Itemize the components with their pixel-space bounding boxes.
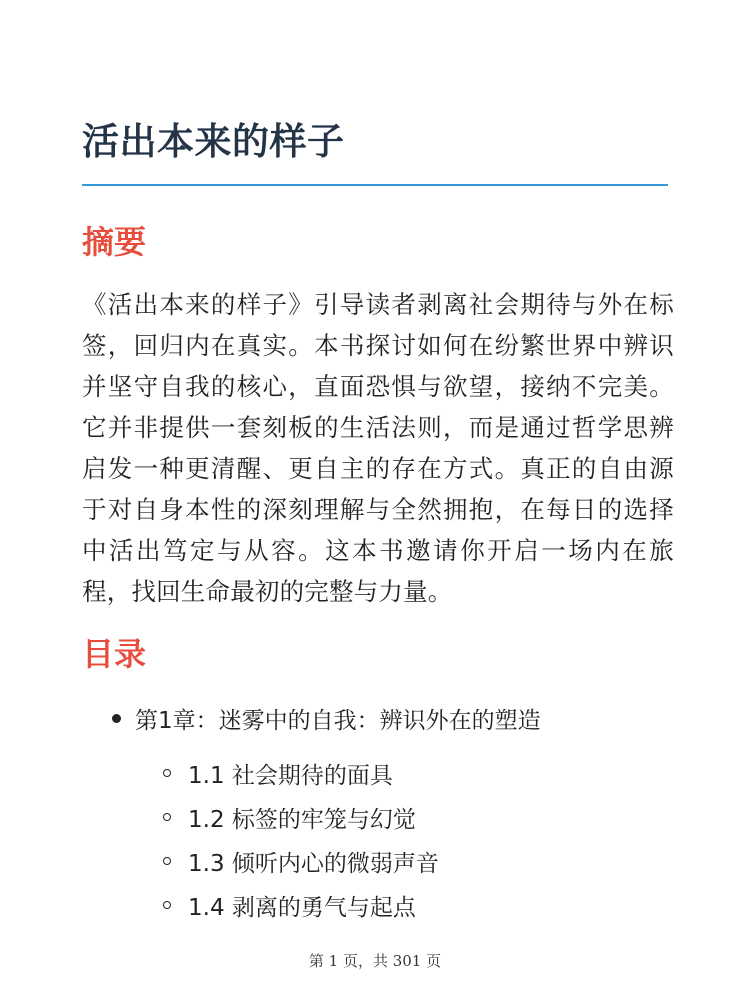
abstract-heading: 摘要: [82, 223, 147, 261]
bullet-circle-icon: [163, 769, 171, 777]
toc-chapter-1[interactable]: [112, 700, 541, 736]
toc-section-1-4[interactable]: [163, 888, 416, 922]
page-footer: 第 1 页，共 301 页: [308, 952, 442, 970]
bullet-circle-icon: [163, 813, 171, 821]
bullet-circle-icon: [163, 901, 171, 909]
toc-section-label: 1.1 社会期待的面具: [188, 762, 393, 789]
toc-heading: 目录: [82, 635, 147, 673]
title-divider: [82, 184, 668, 186]
toc-section-label: 1.2 标签的牢笼与幻觉: [188, 806, 416, 833]
toc-section-label: 1.3 倾听内心的微弱声音: [188, 850, 439, 877]
toc-section-1-1[interactable]: [163, 756, 393, 790]
toc-section-label: 1.4 剥离的勇气与起点: [188, 894, 416, 921]
bullet-circle-icon: [163, 857, 171, 865]
toc-section-1-2[interactable]: [163, 800, 416, 834]
toc-chapter-label: 第1章：迷雾中的自我：辨识外在的塑造: [135, 707, 541, 734]
abstract-paragraph: 《活出本来的样子》引导读者剥离社会期待与外在标签，回归内在真实。本书探讨如何在纷繁世界中辨识并坚守自我的核心，直面恐惧与欲望，接纳不完美。它并非提供一套刻板的生活法则，而是通过哲学思辨启发一种更清醒、更自主的存在方式。真正的自由源于对自身本性的深刻理解与全然拥抱，在每日的选择中活出笃定与从容。这本书邀请你开启一场内在旅程，找回生命最初的完整与力量。: [82, 290, 674, 606]
book-title: 活出本来的样子: [82, 120, 345, 163]
bullet-disc-icon: [112, 714, 121, 723]
toc-section-1-3[interactable]: [163, 844, 439, 878]
